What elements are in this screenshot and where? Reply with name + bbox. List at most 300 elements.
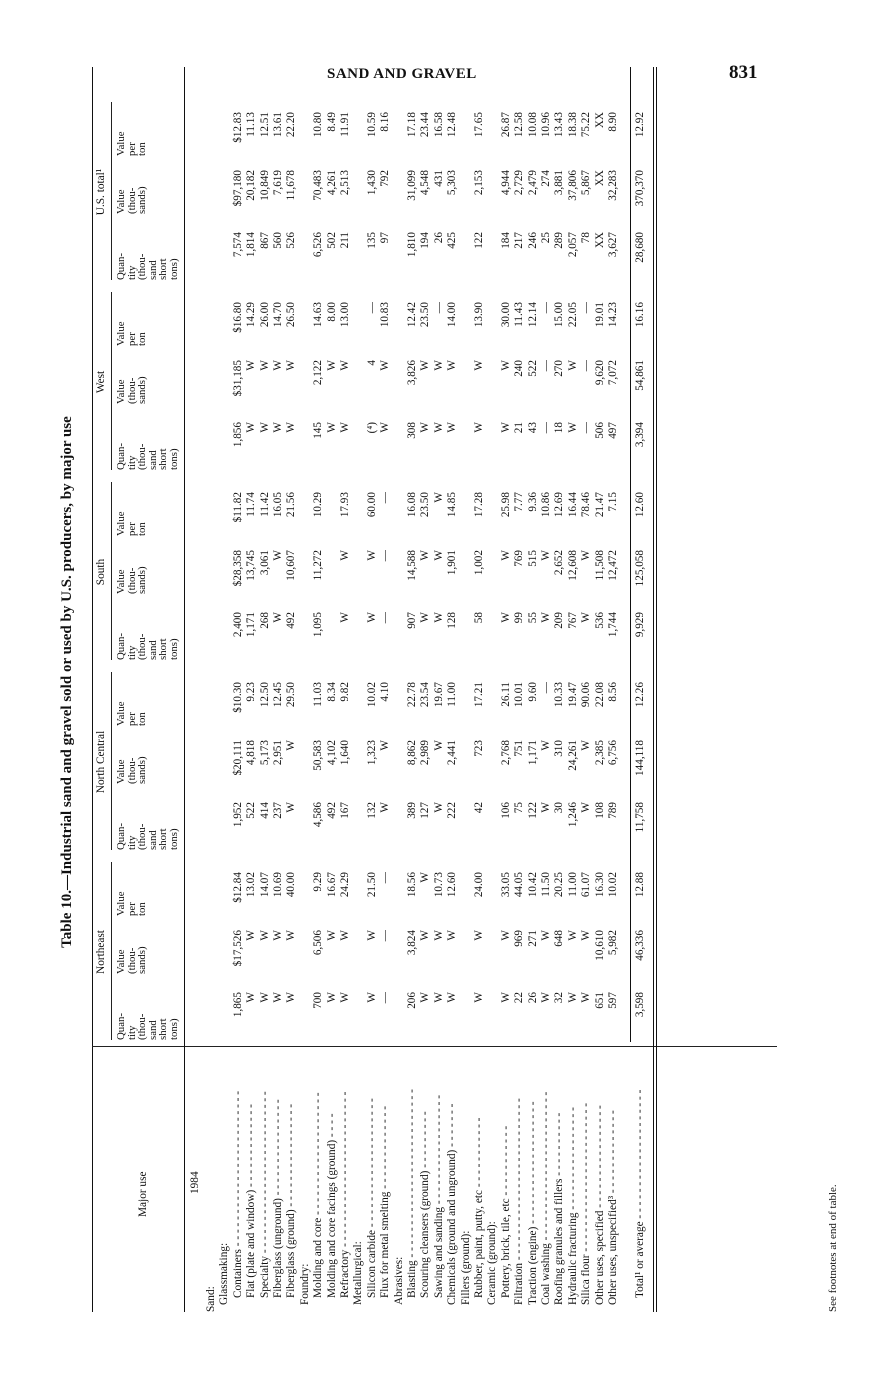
table-cell: 9.82: [339, 682, 351, 702]
table-cell: 14.29: [245, 302, 258, 328]
table-cell: 1,640: [339, 740, 351, 766]
table-cell: 32,283: [607, 170, 619, 201]
table-cell: 2,989: [419, 740, 432, 766]
table-cell: 12.48: [446, 112, 459, 138]
table-cell: 12.58: [513, 112, 526, 138]
total-cell: 12.60: [634, 492, 647, 518]
table-cell: 2,513: [339, 170, 351, 196]
table-cell: W: [540, 612, 552, 623]
column-heading: Quan- tity (thou- sand short tons): [115, 253, 180, 280]
table-cell: 22.05: [566, 302, 579, 328]
table-cell: W: [580, 612, 593, 623]
table-cell: 16.67: [325, 872, 338, 898]
table-cell: 1,002: [473, 550, 485, 576]
table-cell: 14.23: [607, 302, 619, 328]
table-cell: W: [285, 802, 298, 813]
table-cell: W: [432, 492, 445, 503]
table-cell: 310: [553, 740, 566, 757]
column-heading: Value per ton: [115, 891, 149, 916]
table-cell: 10.33: [553, 682, 566, 708]
table-cell: W: [379, 360, 392, 371]
table-cell: 25.98: [499, 492, 512, 518]
table-cell: 2,385: [593, 740, 606, 766]
table-cell: 22.78: [406, 682, 418, 708]
page-number: 831: [729, 62, 758, 83]
table-cell: W: [258, 992, 271, 1003]
rotated-table: [50, 52, 850, 1312]
row-label: Other uses, unspecified³ - - - - - - - - - - - - -: [607, 1110, 619, 1305]
table-cell: W: [432, 550, 445, 561]
table-cell: $11.82: [231, 492, 244, 523]
table-cell: W: [285, 422, 298, 433]
total-cell: 16.16: [634, 302, 647, 328]
table-cell: 128: [446, 612, 459, 629]
table-cell: 414: [258, 802, 271, 819]
row-label: Chemicals (ground and unground) - - - - - - -: [446, 1103, 459, 1305]
table-cell: 2,729: [513, 170, 526, 196]
table-cell: 9,620: [593, 360, 606, 386]
table-cell: W: [285, 992, 298, 1003]
table-cell: W: [473, 930, 485, 941]
table-cell: W: [285, 930, 298, 941]
table-cell: 60.00: [365, 492, 378, 518]
table-cell: 769: [513, 550, 526, 567]
column-heading: Quan- tity (thou- sand short tons): [115, 633, 180, 660]
table-cell: —: [365, 302, 378, 314]
table-cell: 26: [432, 232, 445, 244]
table-cell: $31,185: [231, 360, 244, 397]
row-label: Flux for metal smelting - - - - - - - - - - - - -: [379, 1106, 392, 1298]
table-cell: 23.50: [419, 302, 432, 328]
table-cell: 308: [406, 422, 418, 439]
table-cell: 7,619: [272, 170, 284, 196]
column-heading: Value per ton: [115, 511, 149, 536]
total-cell: 370,370: [634, 170, 647, 207]
table-cell: 4,261: [325, 170, 338, 196]
table-cell: 12.45: [272, 682, 284, 708]
row-label: Glassmaking:: [218, 1242, 231, 1305]
table-cell: 792: [379, 170, 392, 187]
table-cell: 13.00: [339, 302, 351, 328]
table-cell: 492: [285, 612, 298, 629]
total-cell: 54,861: [634, 360, 647, 391]
table-cell: 12.50: [258, 682, 271, 708]
table-cell: 58: [473, 612, 485, 624]
table-cell: —: [379, 612, 392, 624]
table-cell: —: [379, 930, 392, 942]
table-cell: W: [285, 360, 298, 371]
table-cell: 31,099: [406, 170, 418, 201]
table-cell: 5,303: [446, 170, 459, 196]
table-cell: 751: [513, 740, 526, 757]
table-cell: 10,849: [258, 170, 271, 201]
table-cell: 8.34: [325, 682, 338, 702]
table-cell: 44.05: [513, 872, 526, 898]
table-cell: —: [540, 682, 552, 694]
table-cell: —: [432, 302, 445, 314]
table-cell: 10.29: [312, 492, 325, 518]
table-cell: 522: [526, 360, 539, 377]
table-cell: W: [245, 422, 258, 433]
row-label: Molding and core - - - - - - - - - - - - - - - - - - -: [312, 1092, 325, 1298]
table-cell: 1,095: [312, 612, 325, 638]
table-cell: 206: [406, 992, 418, 1009]
table-cell: 99: [513, 612, 526, 624]
table-cell: 289: [553, 232, 566, 249]
table-cell: 246: [526, 232, 539, 249]
table-cell: 55: [526, 612, 539, 624]
table-cell: 506: [593, 422, 606, 439]
table-cell: W: [580, 930, 593, 941]
table-cell: 526: [285, 232, 298, 249]
row-label: Refractory - - - - - - - - - - - - - - - - - - - - - - - -: [339, 1091, 351, 1298]
table-cell: 1,901: [446, 550, 459, 576]
table-cell: 14.07: [258, 872, 271, 898]
total-cell: 3,394: [634, 422, 647, 448]
total-cell: 144,118: [634, 740, 647, 776]
table-cell: W: [365, 612, 378, 623]
table-cell: 5,173: [258, 740, 271, 766]
table-cell: —: [379, 550, 392, 562]
table-cell: W: [566, 992, 579, 1003]
table-cell: W: [339, 360, 351, 371]
table-cell: 11.91: [339, 112, 351, 137]
column-heading: Value (thou- sands): [115, 376, 149, 404]
table-cell: W: [419, 612, 432, 623]
table-cell: 3,824: [406, 930, 418, 956]
table-cell: W: [499, 930, 512, 941]
table-cell: 3,881: [553, 170, 566, 196]
table-cell: 14.63: [312, 302, 325, 328]
table-cell: W: [339, 930, 351, 941]
row-label: Specialty - - - - - - - - - - - - - - - - - - - - - - - - -: [258, 1091, 271, 1298]
table-cell: 1,246: [566, 802, 579, 828]
table-cell: 1,430: [365, 170, 378, 196]
region-underline: [111, 102, 112, 280]
table-cell: 217: [513, 232, 526, 249]
table-cell: 127: [419, 802, 432, 819]
table-cell: W: [325, 930, 338, 941]
table-cell: 907: [406, 612, 418, 629]
table-cell: 17.65: [473, 112, 485, 138]
column-heading: Quan- tity (thou- sand short tons): [115, 1013, 180, 1040]
row-label: Fiberglass (unground) - - - - - - - - - - - - - - -: [272, 1099, 284, 1298]
table-cell: 12,608: [566, 550, 579, 581]
row-label: Abrasives:: [392, 1256, 405, 1305]
table-cell: 22.08: [593, 682, 606, 708]
table-cell: 14.85: [446, 492, 459, 518]
header-rule: [184, 67, 185, 1312]
table-cell: (⁴): [365, 422, 378, 434]
column-heading: Value (thou- sands): [115, 566, 149, 594]
table-cell: W: [580, 550, 593, 561]
table-cell: 11.13: [245, 112, 258, 137]
table-cell: W: [339, 612, 351, 623]
table-cell: 40.00: [285, 872, 298, 898]
table-cell: 33.05: [499, 872, 512, 898]
table-cell: 425: [446, 232, 459, 249]
table-cell: 106: [499, 802, 512, 819]
table-cell: 70,483: [312, 170, 325, 201]
table-cell: 2,652: [553, 550, 566, 576]
table-cell: 194: [419, 232, 432, 249]
table-cell: 108: [593, 802, 606, 819]
table-cell: W: [419, 550, 432, 561]
table-cell: W: [419, 422, 432, 433]
region-heading: West: [95, 370, 107, 394]
table-cell: 145: [312, 422, 325, 439]
table-cell: W: [272, 612, 284, 623]
major-use-heading: Major use: [137, 1171, 149, 1217]
table-cell: 8.90: [607, 112, 619, 132]
table-cell: 22: [513, 992, 526, 1004]
table-cell: —: [580, 422, 593, 434]
row-label: Containers - - - - - - - - - - - - - - - - - - - - - - - -: [231, 1090, 244, 1298]
year-label: 1984: [189, 1171, 201, 1194]
table-cell: 10,610: [593, 930, 606, 961]
table-cell: 43: [526, 422, 539, 434]
table-cell: W: [432, 740, 445, 751]
table-cell: $10.30: [231, 682, 244, 713]
table-cell: W: [432, 360, 445, 371]
table-cell: 97: [379, 232, 392, 244]
table-cell: 969: [513, 930, 526, 947]
table-cell: 270: [553, 360, 566, 377]
running-title: SAND AND GRAVEL: [327, 66, 477, 82]
table-cell: 17.28: [473, 492, 485, 518]
table-cell: 20.25: [553, 872, 566, 898]
table-cell: —: [379, 992, 392, 1004]
table-cell: W: [339, 550, 351, 561]
table-cell: 19.67: [432, 682, 445, 708]
table-cell: 522: [245, 802, 258, 819]
table-cell: 7.77: [513, 492, 526, 512]
total-cell: 125,058: [634, 550, 647, 587]
table-cell: W: [272, 360, 284, 371]
table-cell: 515: [526, 550, 539, 567]
table-cell: 222: [446, 802, 459, 819]
table-cell: —: [379, 872, 392, 884]
table-cell: 29.50: [285, 682, 298, 708]
table-cell: 1,856: [231, 422, 244, 448]
table-title: Table 10.—Industrial sand and gravel sold or used by U.S. producers, by major use: [59, 416, 75, 948]
table-cell: 16.30: [593, 872, 606, 898]
table-cell: 25: [540, 232, 552, 244]
table-cell: 14.00: [446, 302, 459, 328]
row-label: Silica flour - - - - - - - - - - - - - - - - - - - - - - -: [580, 1103, 593, 1305]
table-cell: $28,358: [231, 550, 244, 587]
table-cell: W: [245, 992, 258, 1003]
row-label: Pottery, brick, tile, etc - - - - - - - - - - -: [499, 1125, 512, 1298]
table-cell: 240: [513, 360, 526, 377]
table-cell: 17.93: [339, 492, 351, 518]
table-cell: 4,586: [312, 802, 325, 828]
table-cell: 268: [258, 612, 271, 629]
table-cell: 21.56: [285, 492, 298, 518]
table-cell: 12.51: [258, 112, 271, 138]
table-cell: W: [499, 992, 512, 1003]
table-cell: 237: [272, 802, 284, 819]
table-cell: W: [379, 740, 392, 751]
row-label: Other uses, specified - - - - - - - - - - - - - - - -: [593, 1105, 606, 1305]
table-cell: W: [272, 550, 284, 561]
region-heading: South: [95, 558, 107, 586]
table-cell: $12.83: [231, 112, 244, 143]
table-cell: W: [540, 550, 552, 561]
table-cell: 274: [540, 170, 552, 187]
table-cell: 9.36: [526, 492, 539, 512]
table-cell: 789: [607, 802, 619, 819]
row-label: Fiberglass (ground) - - - - - - - - - - - - - - - -: [285, 1104, 298, 1298]
table-cell: 10.02: [365, 682, 378, 708]
total-cell: 9,929: [634, 612, 647, 638]
table-cell: 10.69: [272, 872, 284, 898]
table-cell: 271: [526, 930, 539, 947]
table-cell: 17.21: [473, 682, 485, 708]
table-cell: 10.02: [607, 872, 619, 898]
table-cell: 30: [553, 802, 566, 814]
table-cell: 492: [325, 802, 338, 819]
table-cell: 6,756: [607, 740, 619, 766]
table-cell: 11.74: [245, 492, 258, 517]
table-cell: 12.69: [553, 492, 566, 518]
table-cell: 75: [513, 802, 526, 814]
total-cell: 46,336: [634, 930, 647, 961]
table-cell: 30.00: [499, 302, 512, 328]
total-cell: 28,680: [634, 232, 647, 263]
table-cell: 16.05: [272, 492, 284, 518]
table-cell: $17,526: [231, 930, 244, 967]
row-label: Coal washing - - - - - - - - - - - - - - - - - - - - - - -: [540, 1091, 552, 1305]
table-cell: 26.11: [499, 682, 512, 707]
row-label: Traction (engine) - - - - - - - - - - - - - - - - - - -: [526, 1101, 539, 1305]
column-heading: Quan- tity (thou- sand short tons): [115, 823, 180, 850]
total-cell: 12.26: [634, 682, 647, 708]
table-cell: 2,768: [499, 740, 512, 766]
table-cell: —: [540, 422, 552, 434]
region-heading: Northeast: [95, 930, 107, 974]
table-cell: 78.46: [580, 492, 593, 518]
table-cell: 23.44: [419, 112, 432, 138]
table-cell: 1,744: [607, 612, 619, 638]
table-cell: W: [379, 422, 392, 433]
table-cell: W: [245, 930, 258, 941]
table-cell: W: [285, 740, 298, 751]
table-cell: 9.29: [312, 872, 325, 892]
table-cell: W: [339, 992, 351, 1003]
table-cell: 9.23: [245, 682, 258, 702]
table-cell: 16.58: [432, 112, 445, 138]
table-cell: 4,102: [325, 740, 338, 766]
table-cell: W: [325, 992, 338, 1003]
table-cell: 21: [513, 422, 526, 434]
table-cell: 13.90: [473, 302, 485, 328]
table-cell: 22.20: [285, 112, 298, 138]
table-cell: 651: [593, 992, 606, 1009]
row-label: Molding and core facings (ground) - - - -: [325, 1113, 338, 1298]
table-cell: 11.42: [258, 492, 271, 517]
table-cell: 497: [607, 422, 619, 439]
table-cell: 648: [553, 930, 566, 947]
table-cell: 14,588: [406, 550, 418, 581]
table-cell: 3,627: [607, 232, 619, 258]
table-cell: 17.18: [406, 112, 418, 138]
table-cell: W: [540, 740, 552, 751]
row-label: Silicon carbide - - - - - - - - - - - - - - - - - - - -: [365, 1098, 378, 1298]
table-cell: W: [446, 422, 459, 433]
table-cell: 26: [526, 992, 539, 1004]
table-cell: 3,061: [258, 550, 271, 576]
table-cell: 1,865: [231, 992, 244, 1018]
table-cell: 10.08: [526, 112, 539, 138]
column-heading: Value (thou- sands): [115, 946, 149, 974]
region-heading: U.S. total¹: [95, 168, 107, 216]
table-cell: W: [566, 360, 579, 371]
table-cell: XX: [593, 112, 606, 129]
table-cell: 1,171: [245, 612, 258, 638]
table-cell: XX: [593, 232, 606, 249]
table-cell: 7,574: [231, 232, 244, 258]
table-cell: 10.42: [526, 872, 539, 898]
table-cell: 209: [553, 612, 566, 629]
table-cell: 167: [339, 802, 351, 819]
table-cell: 16.08: [406, 492, 418, 518]
table-cell: 75.22: [580, 112, 593, 138]
table-cell: XX: [593, 170, 606, 187]
table-cell: 24.29: [339, 872, 351, 898]
row-label: Filtration - - - - - - - - - - - - - - - - - - - - - - - - -: [513, 1098, 526, 1305]
table-cell: $16.80: [231, 302, 244, 333]
total-cell: 11,758: [634, 802, 647, 833]
region-underline: [111, 862, 112, 1040]
table-cell: W: [379, 802, 392, 813]
table-cell: 11.03: [312, 682, 325, 707]
table-cell: 10.96: [540, 112, 552, 138]
table-cell: 2,441: [446, 740, 459, 766]
table-cell: 4,944: [499, 170, 512, 196]
table-cell: 21.50: [365, 872, 378, 898]
table-cell: 10.01: [513, 682, 526, 708]
top-rule: [92, 67, 93, 1312]
table-cell: 11.50: [540, 872, 552, 897]
table-cell: W: [473, 360, 485, 371]
table-cell: —: [540, 302, 552, 314]
table-cell: —: [379, 492, 392, 504]
table-cell: 132: [365, 802, 378, 819]
table-cell: 211: [339, 232, 351, 249]
table-cell: W: [540, 930, 552, 941]
table-cell: 13.43: [553, 112, 566, 138]
table-cell: 3,826: [406, 360, 418, 386]
table-cell: 20,182: [245, 170, 258, 201]
table-cell: 4,548: [419, 170, 432, 196]
table-cell: 10.59: [365, 112, 378, 138]
region-heading: North Central: [95, 730, 107, 794]
table-cell: W: [566, 930, 579, 941]
table-cell: 122: [473, 232, 485, 249]
table-cell: 5,982: [607, 930, 619, 956]
table-cell: W: [499, 550, 512, 561]
table-cell: 8.16: [379, 112, 392, 132]
table-cell: W: [432, 422, 445, 433]
table-cell: W: [473, 422, 485, 433]
table-cell: 2,400: [231, 612, 244, 638]
table-cell: 78: [580, 232, 593, 244]
table-cell: 26.00: [258, 302, 271, 328]
row-label: Metallurgical:: [352, 1241, 365, 1305]
table-cell: W: [446, 360, 459, 371]
table-cell: 8.00: [325, 302, 338, 322]
